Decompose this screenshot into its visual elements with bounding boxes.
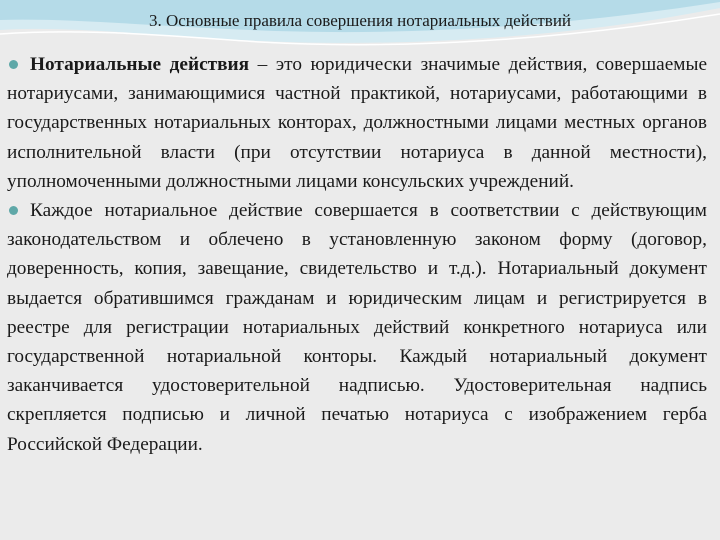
bullet-icon (9, 60, 18, 69)
slide-body (7, 50, 707, 459)
paragraph-text: – это юридически значимые действия, совершаемые нотариусами, занимающимися частной практикой, нотариусами, работающими в государственных нотариальных конторах, должностными лицами местных органов исполнительной власти (при отсутствии нотариуса в данной местности), уполномоченными должностными лицами консульских учреждений. (7, 54, 707, 192)
paragraph-text: Каждое нотариальное действие совершается в соответствии с действующим законодательством и облечено в установленную законом форму (договор, доверенность, копия, завещание, свидетельство и т.д.). Нотариальный документ выдается обратившимся гражданам и юридическим лицам и регистрируется в реестре для регистрации нотариальных действий конкретного нотариуса или государственной нотариальной конторы. Каждый нотариальный документ заканчивается удостоверительной надписью. Удостоверительная надпись скрепляется подписью и личной печатью нотариуса с изображением герба Российской Федерации. (7, 200, 707, 455)
slide-title: 3. Основные правила совершения нотариальных действий (148, 11, 572, 30)
bullet-icon (9, 206, 18, 215)
paragraph-notarial-actions (7, 50, 707, 196)
term-notarial-actions: Нотариальные действия (30, 54, 250, 75)
paragraph-notarial-document (7, 196, 707, 459)
